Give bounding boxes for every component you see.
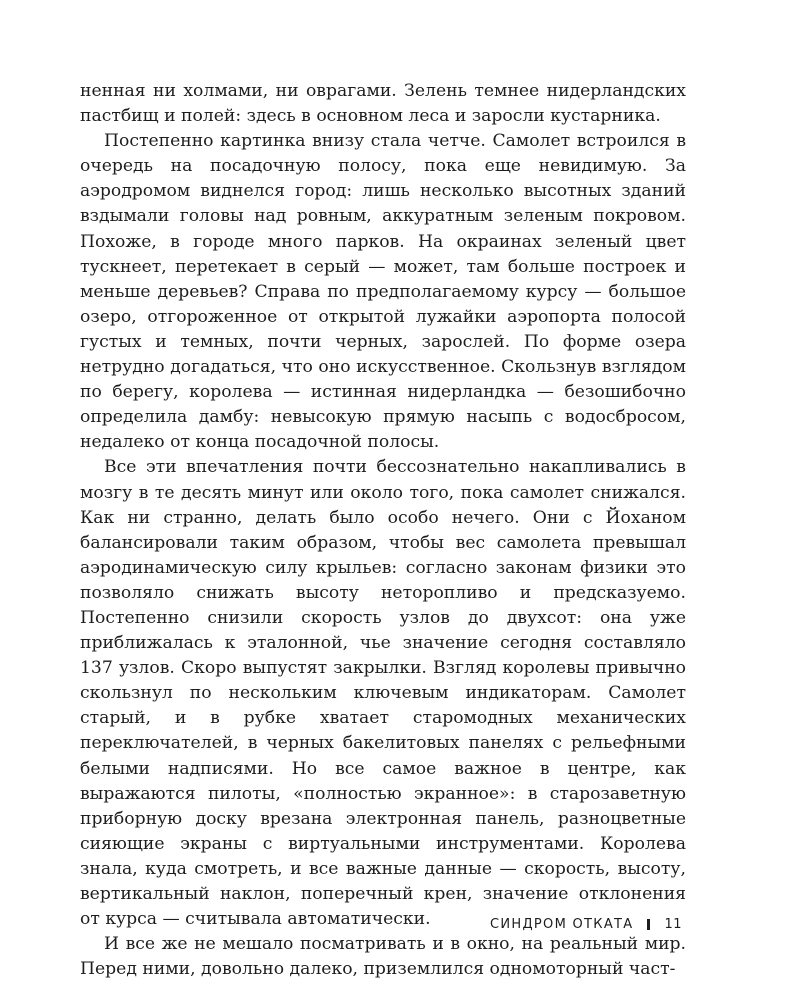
- paragraph: И все же не мешало посматривать и в окно, на реальный мир. Перед ними, довольно далеко, приземлился одномоторный част-: [80, 934, 686, 980]
- body-text: [80, 79, 686, 982]
- paragraph: Все эти впечатления почти бессознательно накапливались в мозгу в те десять минут или около того, пока самолет снижался. Как ни странно, делать было особо нечего. Они с Йоханом балансировали таким образом, чтобы вес самолета превышал аэродинамическую силу крыльев: согласно законам физики это позволяло снижать высоту неторопливо и предсказуемо. Постепенно снизили скорость узлов до двухсот: она уже приближалась к эталонной, чье значение сегодня составляло 137 узлов. Скоро выпустят закрылки. Взгляд королевы привычно скользнул по нескольким ключевым индикаторам. Самолет старый, и в рубке хватает старомодных механических переключателей, в черных бакелитовых панелях с рельефными белыми надписями. Но все самое важное в центре, как выражаются пилоты, «полностью экранное»: в старозаветную приборную доску врезана электронная панель, разноцветные сияющие экраны с виртуальными инструментами. Королева знала, куда смотреть, и все важные данные — скорость, высоту, вертикальный наклон, поперечный крен, значение отклонения от курса — считывала автоматически.: [80, 457, 686, 930]
- paragraph: Постепенно картинка внизу стала четче. Самолет встроился в очередь на посадочную полосу, пока еще невидимую. За аэродромом виднелся город: лишь несколько высотных зданий вздымали головы над ровным, аккуратным зеленым покровом. Похоже, в городе много парков. На окраинах зеленый цвет тускнеет, перетекает в серый — может, там больше построек и меньше деревьев? Справа по предполагаемому курсу — большое озеро, отгороженное от открытой лужайки аэропорта полосой густых и темных, почти черных, зарослей. По форме озера нетрудно догадаться, что оно искусственное. Скользнув взглядом по берегу, королева — истинная нидерландка — безошибочно определила дамбу: невысокую прямую насыпь с водосбросом, недалеко от конца посадочной полосы.: [80, 131, 686, 453]
- page-number: 11: [664, 916, 682, 932]
- running-title: СИНДРОМ ОТКАТА: [489, 916, 634, 932]
- paragraph-continuation: ненная ни холмами, ни оврагами. Зелень темнее нидерландских пастбищ и полей: здесь в основном леса и заросли кустарника.: [80, 81, 686, 127]
- footer-separator: [647, 919, 650, 930]
- page-footer: [490, 914, 682, 934]
